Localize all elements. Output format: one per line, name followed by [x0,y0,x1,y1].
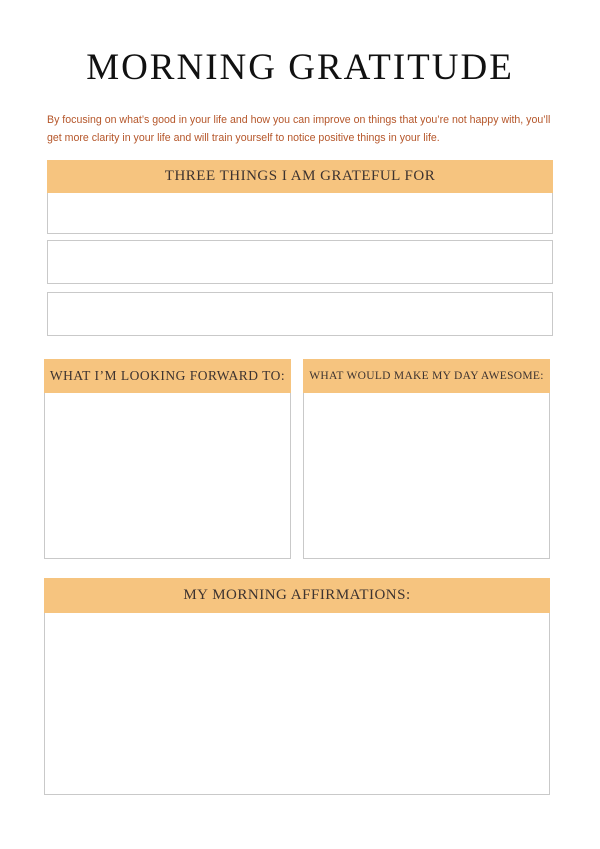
awesome-entry-box[interactable] [303,393,550,559]
intro-text: By focusing on what’s good in your life and how you can improve on things that you’re not happy with, you’ll get more clarity in your life and will train yourself to notice positive things in your life. [47,114,551,144]
grateful-entry-3[interactable] [47,292,553,336]
forward-entry-box[interactable] [44,393,291,559]
grateful-header [47,160,553,193]
grateful-entry-2[interactable] [47,240,553,284]
grateful-heading: THREE THINGS I AM GRATEFUL FOR [164,168,436,184]
awesome-header [303,359,550,393]
affirmations-entry-box[interactable] [44,613,550,795]
awesome-heading: WHAT WOULD MAKE MY DAY AWESOME: [309,370,544,382]
page-title: MORNING GRATITUDE [86,47,514,88]
forward-heading: WHAT I’M LOOKING FORWARD TO: [49,368,286,383]
grateful-entry-1[interactable] [47,193,553,234]
affirmations-header [44,578,550,613]
forward-header [44,359,291,393]
affirmations-heading: MY MORNING AFFIRMATIONS: [183,587,411,603]
